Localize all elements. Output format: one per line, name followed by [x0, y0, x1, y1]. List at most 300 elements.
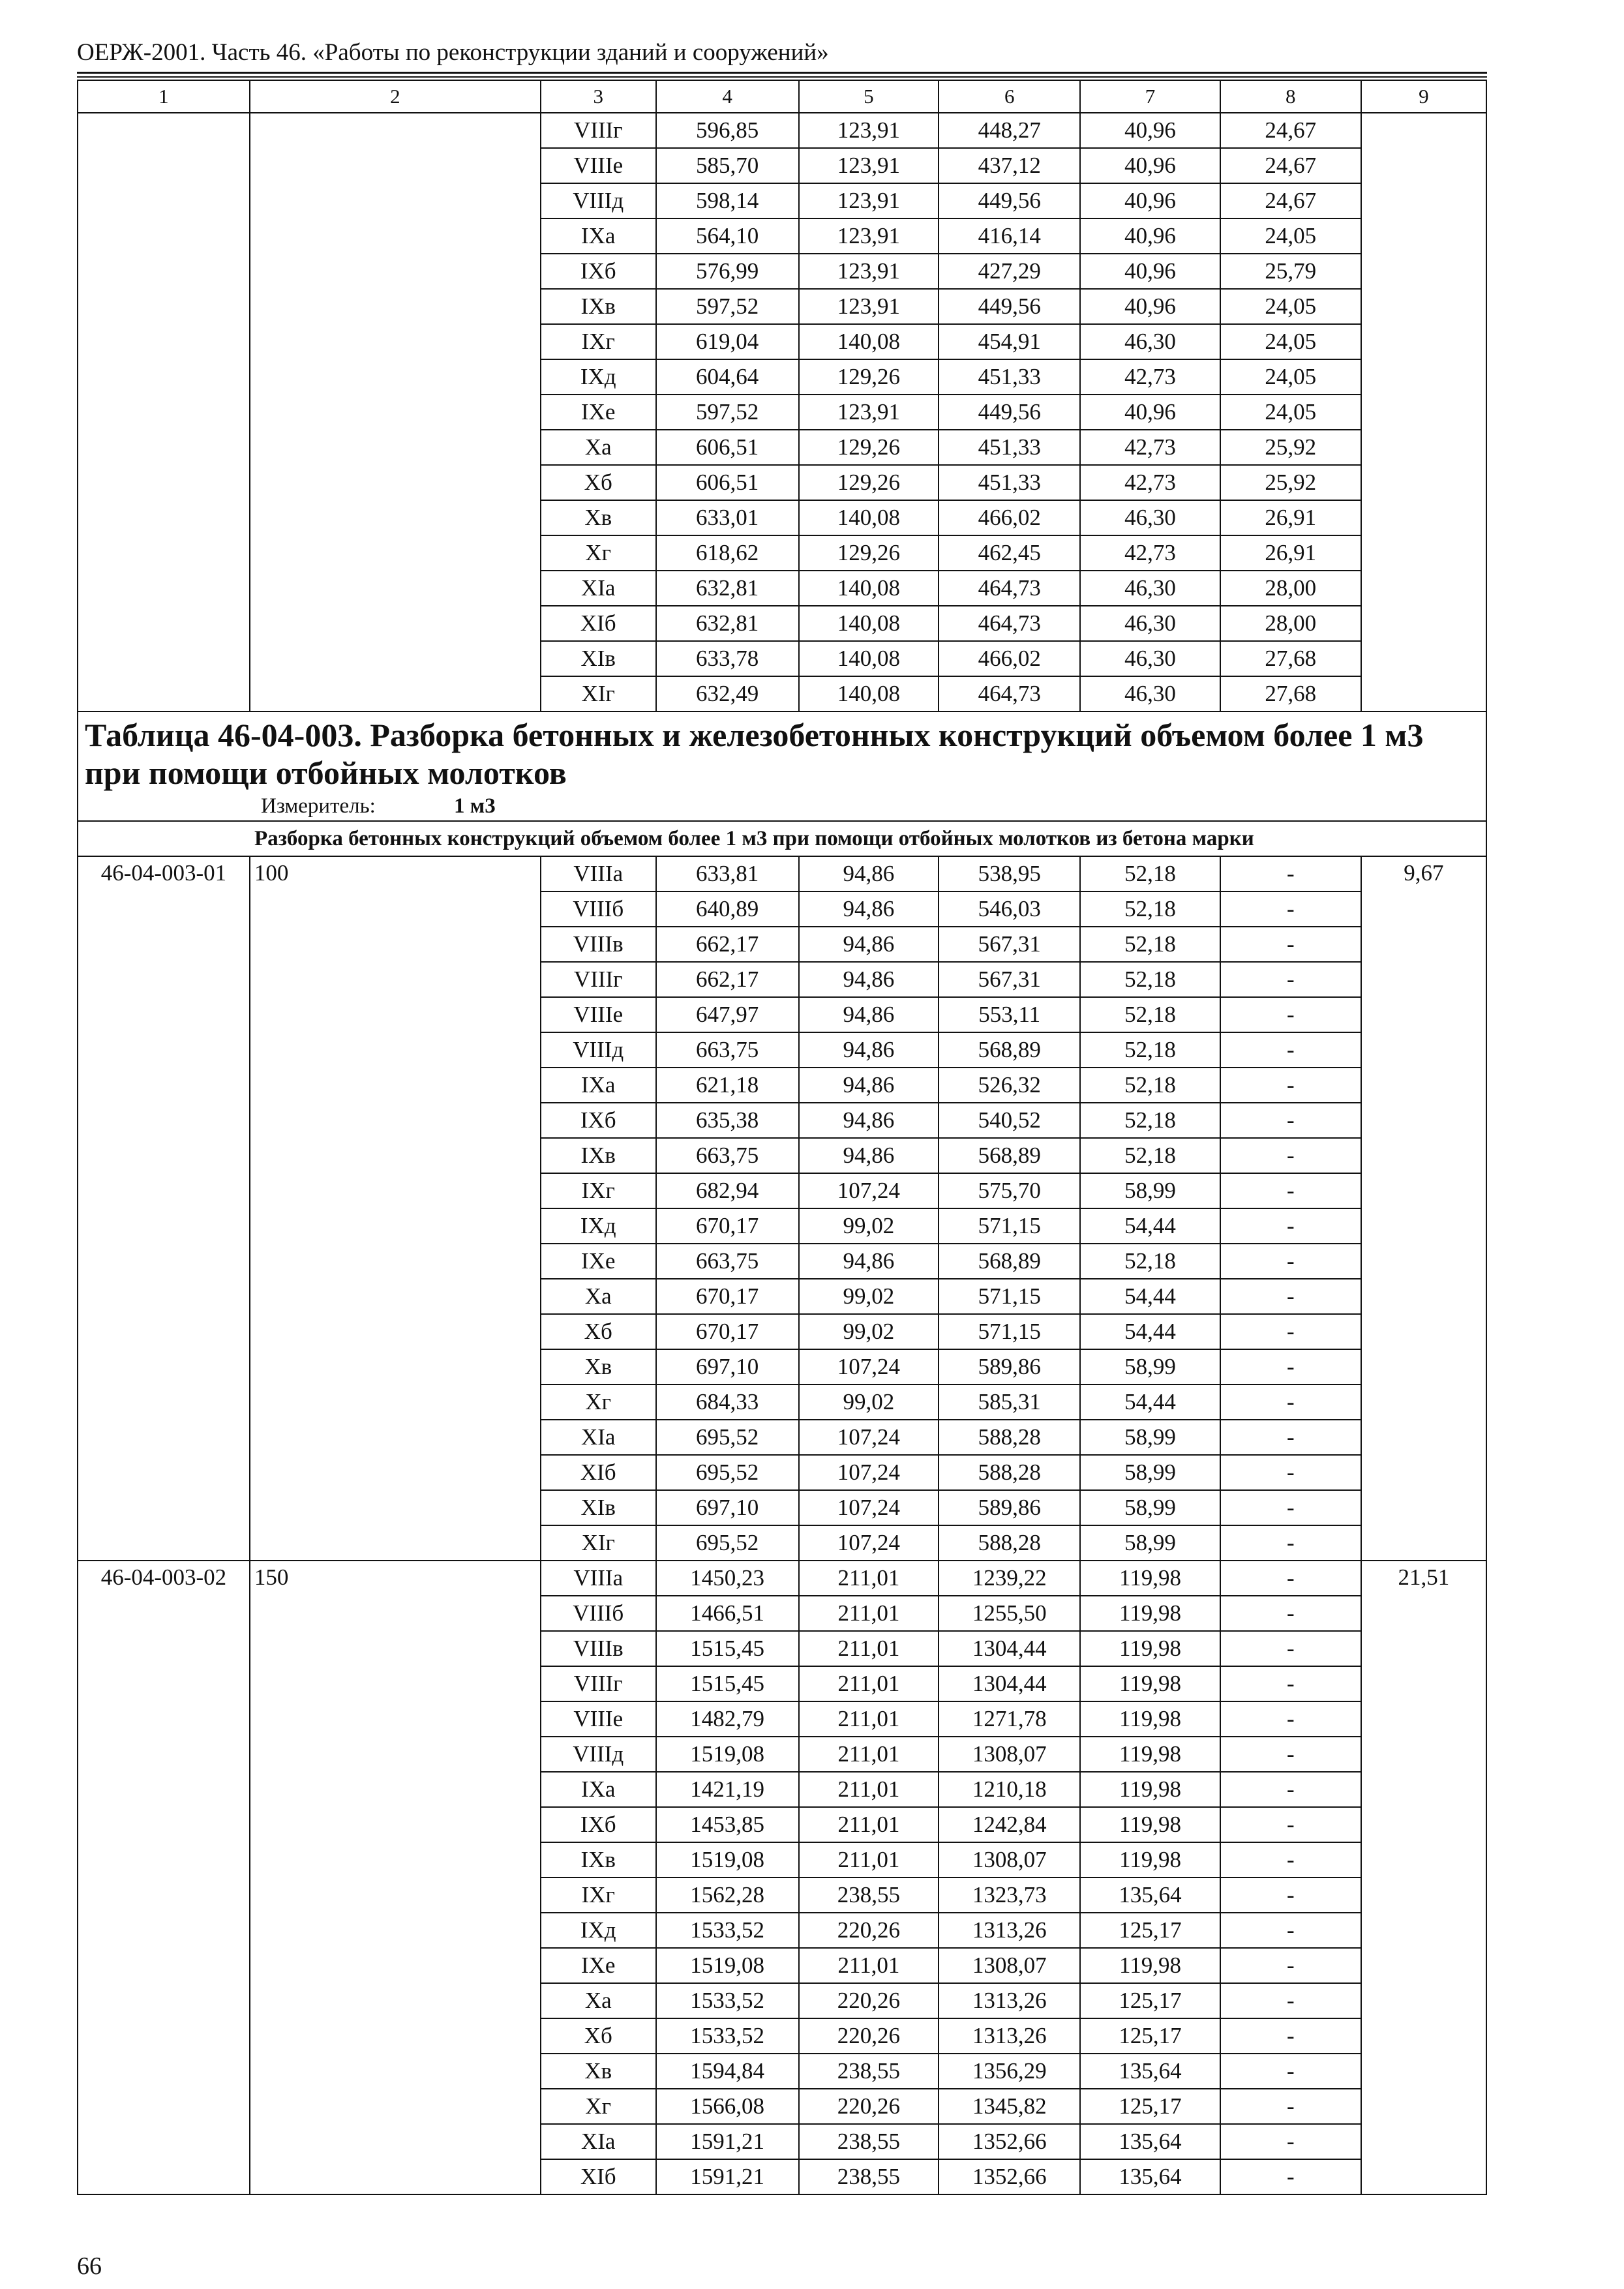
materials-cell: - [1220, 927, 1361, 962]
machines-cell: 526,32 [939, 1068, 1080, 1103]
wages-cell: 129,26 [799, 465, 939, 500]
operator-wages-cell: 42,73 [1080, 465, 1220, 500]
wages-cell: 99,02 [799, 1314, 939, 1349]
wages-cell: 94,86 [799, 1032, 939, 1068]
total-cost-cell: 1515,45 [656, 1631, 799, 1666]
wages-cell: 129,26 [799, 359, 939, 395]
operator-wages-cell: 46,30 [1080, 676, 1220, 711]
materials-cell: - [1220, 1208, 1361, 1244]
table-row [78, 113, 1486, 148]
grade-cell: VIIIе [541, 1701, 656, 1737]
page-header: ОЕРЖ-2001. Часть 46. «Работы по реконструкции зданий и сооружений» [77, 39, 829, 66]
grade-cell: VIIIе [541, 997, 656, 1032]
wages-cell: 140,08 [799, 571, 939, 606]
grade-cell: XIв [541, 641, 656, 676]
materials-cell: - [1220, 1138, 1361, 1173]
wages-cell: 94,86 [799, 962, 939, 997]
col9-cell [1361, 113, 1486, 711]
machines-cell: 449,56 [939, 395, 1080, 430]
operator-wages-cell: 46,30 [1080, 606, 1220, 641]
total-cost-cell: 1519,08 [656, 1842, 799, 1878]
machines-cell: 588,28 [939, 1455, 1080, 1490]
machines-cell: 546,03 [939, 891, 1080, 927]
operator-wages-cell: 119,98 [1080, 1701, 1220, 1737]
materials-cell: - [1220, 1807, 1361, 1842]
wages-cell: 211,01 [799, 1561, 939, 1596]
materials-cell: - [1220, 1349, 1361, 1384]
header-rule [77, 72, 1487, 74]
machines-cell: 451,33 [939, 359, 1080, 395]
materials-cell: 26,91 [1220, 535, 1361, 571]
grade-cell: XIб [541, 2159, 656, 2194]
machines-cell: 567,31 [939, 962, 1080, 997]
measurer [261, 792, 1479, 820]
total-cost-cell: 663,75 [656, 1244, 799, 1279]
total-cost-cell: 662,17 [656, 962, 799, 997]
total-cost-cell: 606,51 [656, 465, 799, 500]
machines-cell: 571,15 [939, 1279, 1080, 1314]
total-cost-cell: 1519,08 [656, 1948, 799, 1983]
col9-cell: 21,51 [1361, 1561, 1486, 2194]
grade-cell: IXа [541, 1068, 656, 1103]
materials-cell: - [1220, 1103, 1361, 1138]
materials-cell: - [1220, 856, 1361, 891]
total-cost-cell: 1566,08 [656, 2089, 799, 2124]
total-cost-cell: 695,52 [656, 1455, 799, 1490]
wages-cell: 94,86 [799, 891, 939, 927]
materials-cell: - [1220, 1561, 1361, 1596]
materials-cell: - [1220, 1490, 1361, 1525]
materials-cell: - [1220, 2089, 1361, 2124]
total-cost-cell: 1591,21 [656, 2159, 799, 2194]
operator-wages-cell: 46,30 [1080, 500, 1220, 535]
wages-cell: 107,24 [799, 1490, 939, 1525]
grade-cell: Xв [541, 2054, 656, 2089]
machines-cell: 1323,73 [939, 1878, 1080, 1913]
grade-cell: VIIIв [541, 927, 656, 962]
grade-cell: XIг [541, 676, 656, 711]
materials-cell: - [1220, 1173, 1361, 1208]
operator-wages-cell: 40,96 [1080, 148, 1220, 183]
wages-cell: 123,91 [799, 113, 939, 148]
total-cost-cell: 598,14 [656, 183, 799, 218]
materials-cell: - [1220, 1701, 1361, 1737]
materials-cell: 28,00 [1220, 571, 1361, 606]
col9-cell: 9,67 [1361, 856, 1486, 1561]
machines-cell: 1356,29 [939, 2054, 1080, 2089]
machines-cell: 1313,26 [939, 1983, 1080, 2018]
grade-cell: IXд [541, 1208, 656, 1244]
wages-cell: 238,55 [799, 2124, 939, 2159]
machines-cell: 1304,44 [939, 1666, 1080, 1701]
materials-cell: 28,00 [1220, 606, 1361, 641]
machines-cell: 585,31 [939, 1384, 1080, 1420]
grade-cell: Xа [541, 430, 656, 465]
wages-cell: 94,86 [799, 856, 939, 891]
operator-wages-cell: 52,18 [1080, 1032, 1220, 1068]
operator-wages-cell: 52,18 [1080, 1068, 1220, 1103]
materials-cell: - [1220, 2018, 1361, 2054]
machines-cell: 1308,07 [939, 1842, 1080, 1878]
measurer-unit: 1 м3 [454, 794, 496, 818]
total-cost-cell: 621,18 [656, 1068, 799, 1103]
operator-wages-cell: 52,18 [1080, 962, 1220, 997]
materials-cell: 24,05 [1220, 218, 1361, 254]
grade-cell: IXг [541, 324, 656, 359]
machines-cell: 589,86 [939, 1490, 1080, 1525]
machines-cell: 449,56 [939, 289, 1080, 324]
total-cost-cell: 632,49 [656, 676, 799, 711]
machines-cell: 1345,82 [939, 2089, 1080, 2124]
grade-cell: IXе [541, 395, 656, 430]
materials-cell: 24,67 [1220, 148, 1361, 183]
operator-wages-cell: 125,17 [1080, 2018, 1220, 2054]
materials-cell: - [1220, 1279, 1361, 1314]
machines-cell: 588,28 [939, 1420, 1080, 1455]
total-cost-cell: 697,10 [656, 1490, 799, 1525]
total-cost-cell: 684,33 [656, 1384, 799, 1420]
grade-cell: IXв [541, 1138, 656, 1173]
column-number: 2 [250, 80, 541, 113]
machines-cell: 1239,22 [939, 1561, 1080, 1596]
machines-cell: 571,15 [939, 1314, 1080, 1349]
total-cost-cell: 619,04 [656, 324, 799, 359]
grade-cell: XIв [541, 1490, 656, 1525]
machines-cell: 1242,84 [939, 1807, 1080, 1842]
grade-cell: XIб [541, 606, 656, 641]
wages-cell: 140,08 [799, 324, 939, 359]
total-cost-cell: 597,52 [656, 289, 799, 324]
wages-cell: 107,24 [799, 1455, 939, 1490]
materials-cell: - [1220, 1384, 1361, 1420]
materials-cell: 26,91 [1220, 500, 1361, 535]
operator-wages-cell: 125,17 [1080, 2089, 1220, 2124]
materials-cell: - [1220, 1913, 1361, 1948]
wages-cell: 140,08 [799, 606, 939, 641]
total-cost-cell: 606,51 [656, 430, 799, 465]
wages-cell: 220,26 [799, 1913, 939, 1948]
operator-wages-cell: 54,44 [1080, 1314, 1220, 1349]
operator-wages-cell: 119,98 [1080, 1737, 1220, 1772]
operator-wages-cell: 42,73 [1080, 430, 1220, 465]
grade-cell: Xа [541, 1279, 656, 1314]
machines-cell: 451,33 [939, 465, 1080, 500]
machines-cell: 466,02 [939, 500, 1080, 535]
materials-cell: - [1220, 1244, 1361, 1279]
operator-wages-cell: 46,30 [1080, 571, 1220, 606]
grade-cell: IXб [541, 1807, 656, 1842]
operator-wages-cell: 119,98 [1080, 1772, 1220, 1807]
wages-cell: 123,91 [799, 218, 939, 254]
column-number: 5 [799, 80, 939, 113]
machines-cell: 588,28 [939, 1525, 1080, 1561]
norms-table-body [78, 80, 1486, 2194]
machines-cell: 540,52 [939, 1103, 1080, 1138]
machines-cell: 571,15 [939, 1208, 1080, 1244]
grade-cell: Xв [541, 500, 656, 535]
machines-cell: 416,14 [939, 218, 1080, 254]
materials-cell: - [1220, 1525, 1361, 1561]
table-row [78, 1561, 1486, 1596]
column-number: 4 [656, 80, 799, 113]
grade-cell: VIIIг [541, 113, 656, 148]
total-cost-cell: 1453,85 [656, 1807, 799, 1842]
operator-wages-cell: 58,99 [1080, 1420, 1220, 1455]
grade-cell: VIIIб [541, 1596, 656, 1631]
total-cost-cell: 670,17 [656, 1208, 799, 1244]
operator-wages-cell: 40,96 [1080, 183, 1220, 218]
wages-cell: 211,01 [799, 1596, 939, 1631]
name-cell: 100 [250, 856, 541, 1561]
total-cost-cell: 1533,52 [656, 1913, 799, 1948]
operator-wages-cell: 54,44 [1080, 1279, 1220, 1314]
operator-wages-cell: 42,73 [1080, 535, 1220, 571]
machines-cell: 1255,50 [939, 1596, 1080, 1631]
grade-cell: Xг [541, 1384, 656, 1420]
wages-cell: 99,02 [799, 1279, 939, 1314]
grade-cell: Xа [541, 1983, 656, 2018]
total-cost-cell: 1450,23 [656, 1561, 799, 1596]
total-cost-cell: 1594,84 [656, 2054, 799, 2089]
operator-wages-cell: 58,99 [1080, 1455, 1220, 1490]
grade-cell: Xг [541, 2089, 656, 2124]
measurer-label: Измеритель: [261, 794, 376, 818]
grade-cell: VIIIа [541, 856, 656, 891]
materials-cell: - [1220, 1878, 1361, 1913]
code-cell [78, 113, 250, 711]
materials-cell: 24,05 [1220, 289, 1361, 324]
machines-cell: 462,45 [939, 535, 1080, 571]
grade-cell: VIIIг [541, 1666, 656, 1701]
grade-cell: XIа [541, 1420, 656, 1455]
operator-wages-cell: 125,17 [1080, 1913, 1220, 1948]
total-cost-cell: 1533,52 [656, 2018, 799, 2054]
wages-cell: 123,91 [799, 148, 939, 183]
grade-cell: Xв [541, 1349, 656, 1384]
operator-wages-cell: 52,18 [1080, 1244, 1220, 1279]
total-cost-cell: 632,81 [656, 606, 799, 641]
subheading-row [78, 821, 1486, 856]
grade-cell: XIа [541, 571, 656, 606]
machines-cell: 464,73 [939, 571, 1080, 606]
total-cost-cell: 1562,28 [656, 1878, 799, 1913]
wages-cell: 220,26 [799, 2018, 939, 2054]
machines-cell: 575,70 [939, 1173, 1080, 1208]
subheading: Разборка бетонных конструкций объемом более 1 м3 при помощи отбойных молотков из бетона марки [78, 821, 1486, 856]
operator-wages-cell: 46,30 [1080, 641, 1220, 676]
machines-cell: 1271,78 [939, 1701, 1080, 1737]
materials-cell: - [1220, 997, 1361, 1032]
grade-cell: VIIIа [541, 1561, 656, 1596]
materials-cell: - [1220, 1420, 1361, 1455]
machines-cell: 1313,26 [939, 2018, 1080, 2054]
total-cost-cell: 682,94 [656, 1173, 799, 1208]
machines-cell: 1308,07 [939, 1948, 1080, 1983]
wages-cell: 211,01 [799, 1807, 939, 1842]
grade-cell: VIIIе [541, 148, 656, 183]
table-row [78, 856, 1486, 891]
grade-cell: IXг [541, 1173, 656, 1208]
total-cost-cell: 597,52 [656, 395, 799, 430]
name-cell [250, 113, 541, 711]
wages-cell: 123,91 [799, 183, 939, 218]
total-cost-cell: 1466,51 [656, 1596, 799, 1631]
wages-cell: 211,01 [799, 1948, 939, 1983]
materials-cell: - [1220, 1596, 1361, 1631]
operator-wages-cell: 52,18 [1080, 856, 1220, 891]
wages-cell: 140,08 [799, 641, 939, 676]
grade-cell: VIIIг [541, 962, 656, 997]
machines-cell: 1313,26 [939, 1913, 1080, 1948]
machines-cell: 464,73 [939, 676, 1080, 711]
total-cost-cell: 1533,52 [656, 1983, 799, 2018]
operator-wages-cell: 119,98 [1080, 1631, 1220, 1666]
wages-cell: 123,91 [799, 289, 939, 324]
wages-cell: 99,02 [799, 1384, 939, 1420]
machines-cell: 427,29 [939, 254, 1080, 289]
wages-cell: 94,86 [799, 1244, 939, 1279]
grade-cell: IXв [541, 289, 656, 324]
materials-cell: - [1220, 962, 1361, 997]
grade-cell: IXг [541, 1878, 656, 1913]
wages-cell: 94,86 [799, 997, 939, 1032]
grade-cell: IXе [541, 1948, 656, 1983]
total-cost-cell: 633,81 [656, 856, 799, 891]
total-cost-cell: 635,38 [656, 1103, 799, 1138]
total-cost-cell: 1421,19 [656, 1772, 799, 1807]
materials-cell: - [1220, 891, 1361, 927]
wages-cell: 211,01 [799, 1737, 939, 1772]
operator-wages-cell: 40,96 [1080, 289, 1220, 324]
operator-wages-cell: 52,18 [1080, 1103, 1220, 1138]
operator-wages-cell: 40,96 [1080, 254, 1220, 289]
machines-cell: 589,86 [939, 1349, 1080, 1384]
total-cost-cell: 662,17 [656, 927, 799, 962]
materials-cell: - [1220, 1666, 1361, 1701]
operator-wages-cell: 119,98 [1080, 1842, 1220, 1878]
wages-cell: 94,86 [799, 1103, 939, 1138]
materials-cell: 24,67 [1220, 113, 1361, 148]
machines-cell: 1308,07 [939, 1737, 1080, 1772]
operator-wages-cell: 52,18 [1080, 997, 1220, 1032]
operator-wages-cell: 135,64 [1080, 2054, 1220, 2089]
materials-cell: - [1220, 2124, 1361, 2159]
total-cost-cell: 596,85 [656, 113, 799, 148]
materials-cell: - [1220, 1983, 1361, 2018]
table-title-block [78, 711, 1486, 821]
materials-cell: 24,05 [1220, 359, 1361, 395]
total-cost-cell: 585,70 [656, 148, 799, 183]
grade-cell: IXд [541, 1913, 656, 1948]
operator-wages-cell: 135,64 [1080, 2159, 1220, 2194]
machines-cell: 449,56 [939, 183, 1080, 218]
wages-cell: 123,91 [799, 254, 939, 289]
operator-wages-cell: 54,44 [1080, 1208, 1220, 1244]
wages-cell: 238,55 [799, 1878, 939, 1913]
materials-cell: - [1220, 1631, 1361, 1666]
materials-cell: - [1220, 1032, 1361, 1068]
norms-table [77, 80, 1487, 2195]
wages-cell: 107,24 [799, 1349, 939, 1384]
machines-cell: 1352,66 [939, 2124, 1080, 2159]
materials-cell: - [1220, 1068, 1361, 1103]
materials-cell: 27,68 [1220, 641, 1361, 676]
wages-cell: 94,86 [799, 1068, 939, 1103]
table-title-row [78, 711, 1486, 821]
grade-cell: VIIIб [541, 891, 656, 927]
wages-cell: 238,55 [799, 2054, 939, 2089]
column-number: 7 [1080, 80, 1220, 113]
materials-cell: - [1220, 1772, 1361, 1807]
header-rule-secondary [77, 76, 1487, 78]
materials-cell: - [1220, 1948, 1361, 1983]
grade-cell: XIг [541, 1525, 656, 1561]
operator-wages-cell: 40,96 [1080, 395, 1220, 430]
grade-cell: IXд [541, 359, 656, 395]
operator-wages-cell: 135,64 [1080, 1878, 1220, 1913]
machines-cell: 553,11 [939, 997, 1080, 1032]
operator-wages-cell: 58,99 [1080, 1173, 1220, 1208]
total-cost-cell: 697,10 [656, 1349, 799, 1384]
column-number: 1 [78, 80, 250, 113]
total-cost-cell: 670,17 [656, 1314, 799, 1349]
machines-cell: 1210,18 [939, 1772, 1080, 1807]
total-cost-cell: 564,10 [656, 218, 799, 254]
operator-wages-cell: 40,96 [1080, 113, 1220, 148]
machines-cell: 568,89 [939, 1138, 1080, 1173]
wages-cell: 238,55 [799, 2159, 939, 2194]
grade-cell: VIIIд [541, 1032, 656, 1068]
total-cost-cell: 663,75 [656, 1032, 799, 1068]
grade-cell: IXб [541, 1103, 656, 1138]
operator-wages-cell: 119,98 [1080, 1948, 1220, 1983]
total-cost-cell: 1519,08 [656, 1737, 799, 1772]
total-cost-cell: 618,62 [656, 535, 799, 571]
grade-cell: VIIIд [541, 183, 656, 218]
wages-cell: 140,08 [799, 500, 939, 535]
operator-wages-cell: 52,18 [1080, 1138, 1220, 1173]
operator-wages-cell: 42,73 [1080, 359, 1220, 395]
materials-cell: 25,92 [1220, 465, 1361, 500]
machines-cell: 568,89 [939, 1244, 1080, 1279]
grade-cell: VIIIд [541, 1737, 656, 1772]
operator-wages-cell: 119,98 [1080, 1561, 1220, 1596]
total-cost-cell: 640,89 [656, 891, 799, 927]
operator-wages-cell: 52,18 [1080, 891, 1220, 927]
wages-cell: 211,01 [799, 1666, 939, 1701]
wages-cell: 211,01 [799, 1701, 939, 1737]
total-cost-cell: 1482,79 [656, 1701, 799, 1737]
name-cell: 150 [250, 1561, 541, 2194]
wages-cell: 94,86 [799, 927, 939, 962]
wages-cell: 220,26 [799, 1983, 939, 2018]
grade-cell: IXв [541, 1842, 656, 1878]
machines-cell: 437,12 [939, 148, 1080, 183]
materials-cell: - [1220, 1314, 1361, 1349]
machines-cell: 1304,44 [939, 1631, 1080, 1666]
operator-wages-cell: 58,99 [1080, 1490, 1220, 1525]
grade-cell: Xб [541, 465, 656, 500]
total-cost-cell: 633,78 [656, 641, 799, 676]
wages-cell: 123,91 [799, 395, 939, 430]
total-cost-cell: 632,81 [656, 571, 799, 606]
materials-cell: 24,67 [1220, 183, 1361, 218]
code-cell: 46-04-003-01 [78, 856, 250, 1561]
total-cost-cell: 576,99 [656, 254, 799, 289]
total-cost-cell: 695,52 [656, 1525, 799, 1561]
column-number: 6 [939, 80, 1080, 113]
total-cost-cell: 633,01 [656, 500, 799, 535]
